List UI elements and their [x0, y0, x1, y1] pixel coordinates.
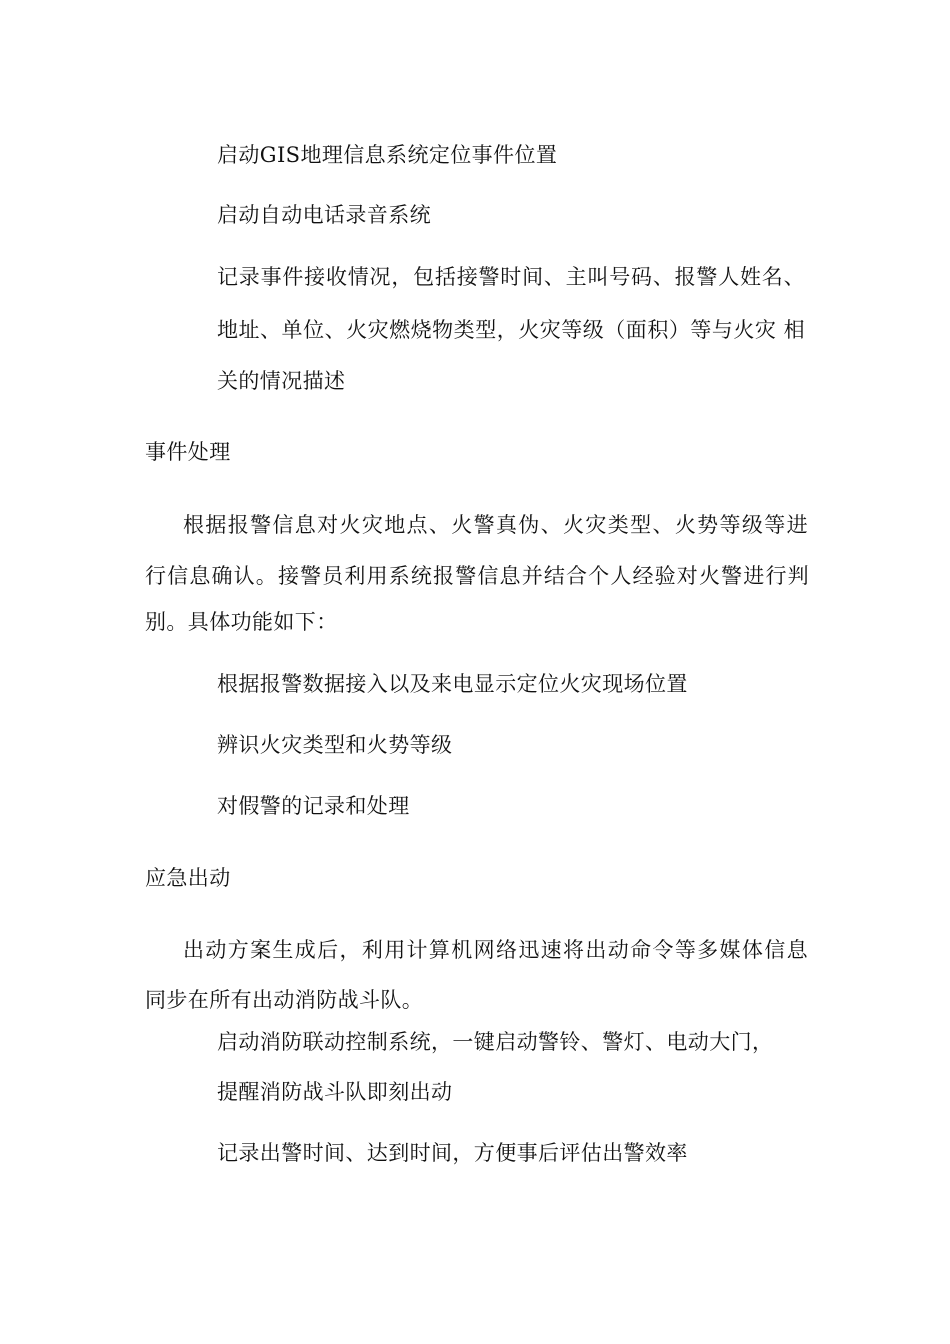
section-heading-event-handling: 事件处理 [145, 440, 231, 464]
paragraph-line: 出动方案生成后，利用计算机网络迅速将出动命令等多媒体信息 [183, 938, 808, 962]
section-heading-emergency-dispatch: 应急出动 [145, 866, 231, 890]
list-item-linkage: 启动消防联动控制系统，一键启动警铃、警灯、电动大门， [217, 1030, 774, 1054]
list-item-recording: 启动自动电话录音系统 [217, 203, 431, 227]
paragraph-line: 根据报警信息对火灾地点、火警真伪、火灾类型、火势等级等进 [183, 513, 808, 537]
paragraph-line: 行信息确认。接警员利用系统报警信息并结合个人经验对火警进行判 [145, 564, 809, 588]
list-item-record-line3: 关的情况描述 [217, 369, 346, 393]
list-item-record-line2: 地址、单位、火灾燃烧物类型，火灾等级（面积）等与火灾 相 [217, 318, 805, 342]
paragraph-line: 别。具体功能如下： [145, 610, 338, 634]
list-item-linkage-line2: 提醒消防战斗队即刻出动 [217, 1080, 453, 1104]
list-item-record-line1: 记录事件接收情况，包括接警时间、主叫号码、报警人姓名、 [217, 265, 805, 289]
list-item-locate: 根据报警数据接入以及来电显示定位火灾现场位置 [217, 672, 688, 696]
list-item-dispatch-time: 记录出警时间、达到时间，方便事后评估出警效率 [217, 1141, 688, 1165]
list-item-gis: 启动GIS地理信息系统定位事件位置 [217, 143, 558, 167]
list-item-false-alarm: 对假警的记录和处理 [217, 794, 410, 818]
list-item-identify: 辨识火灾类型和火势等级 [217, 733, 453, 757]
paragraph-line: 同步在所有出动消防战斗队。 [145, 988, 424, 1012]
